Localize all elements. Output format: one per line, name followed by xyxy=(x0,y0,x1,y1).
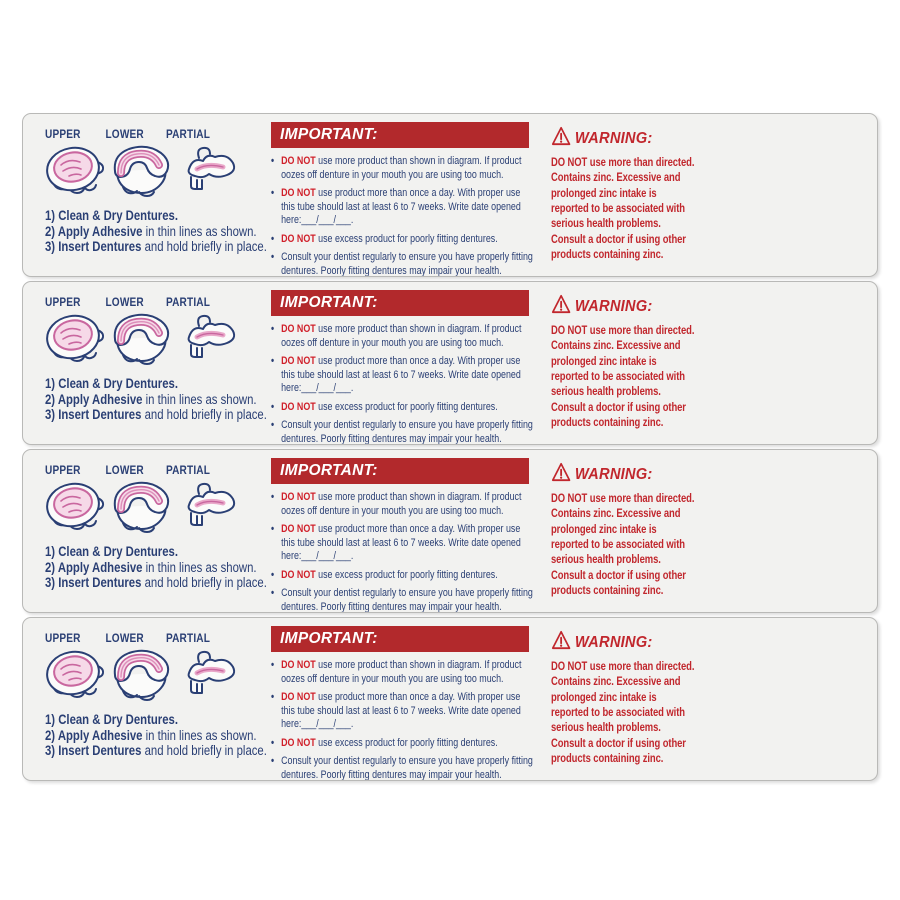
step-apply-adhesive: 2) Apply Adhesive in thin lines as shown. xyxy=(45,727,257,743)
panel-stack xyxy=(22,113,878,781)
warning-title: WARNING: xyxy=(574,633,653,651)
warning-column xyxy=(551,625,711,774)
lower-label: LOWER xyxy=(105,463,144,477)
bullet-consult-dentist: • Consult your dentist regularly to ensure you have properly fitting dentures. Poorly fitting dentures may impair your health. xyxy=(271,755,533,781)
denture-type-labels xyxy=(45,631,257,645)
warning-title: WARNING: xyxy=(574,129,653,147)
denture-illustrations xyxy=(45,143,255,203)
bullet-excess-product: • DO NOT use excess product for poorly fitting dentures. xyxy=(271,569,533,583)
upper-denture-icon xyxy=(45,479,111,539)
bullet-product-amount: • DO NOT use more product than shown in diagram. If product oozes off denture in your mouth you are using too much. xyxy=(271,491,533,518)
lower-denture-icon xyxy=(111,479,177,539)
important-bullet-list xyxy=(271,659,533,781)
step-insert-dentures: 3) Insert Dentures and hold briefly in place. xyxy=(45,743,267,759)
warning-title: WARNING: xyxy=(574,297,653,315)
bullet-consult-dentist: • Consult your dentist regularly to ensure you have properly fitting dentures. Poorly fitting dentures may impair your health. xyxy=(271,587,533,613)
instruction-panel xyxy=(22,617,878,781)
bullet-excess-product: • DO NOT use excess product for poorly fitting dentures. xyxy=(271,737,533,751)
important-column xyxy=(271,457,533,613)
lower-label: LOWER xyxy=(105,631,144,645)
application-steps xyxy=(45,712,277,759)
lower-denture-icon xyxy=(111,311,177,371)
warning-title: WARNING: xyxy=(574,465,653,483)
bullet-excess-product: • DO NOT use excess product for poorly fitting dentures. xyxy=(271,233,533,247)
bullet-product-amount: • DO NOT use more product than shown in diagram. If product oozes off denture in your mouth you are using too much. xyxy=(271,659,533,686)
upper-denture-icon xyxy=(45,143,111,203)
step-clean-dry: 1) Clean & Dry Dentures. xyxy=(45,208,178,223)
step-clean-dry: 1) Clean & Dry Dentures. xyxy=(45,376,178,391)
important-bullet-list xyxy=(271,491,533,613)
warning-text: DO NOT use more than directed. Contains zinc. Excessive and prolonged zinc intake is reported to be associated with serious health problems. Consult a doctor if using other products containing zinc. xyxy=(551,659,695,765)
important-banner: IMPORTANT: xyxy=(271,458,529,484)
bullet-once-a-day: • DO NOT use product more than once a day. With proper use this tube should last at least 6 to 7 weeks. Write date opened here:___/___/___. xyxy=(271,187,533,228)
partial-denture-icon xyxy=(177,647,243,707)
lower-denture-icon xyxy=(111,143,177,203)
warning-triangle-icon xyxy=(551,294,571,319)
bullet-once-a-day: • DO NOT use product more than once a day. With proper use this tube should last at least 6 to 7 weeks. Write date opened here:___/___/___. xyxy=(271,355,533,396)
warning-triangle-icon xyxy=(551,630,571,655)
lower-denture-icon xyxy=(111,647,177,707)
step-apply-adhesive: 2) Apply Adhesive in thin lines as shown. xyxy=(45,559,257,575)
application-instructions-column xyxy=(45,625,271,774)
application-instructions-column xyxy=(45,457,271,606)
step-apply-adhesive: 2) Apply Adhesive in thin lines as shown. xyxy=(45,223,257,239)
lower-label: LOWER xyxy=(105,127,144,141)
warning-text: DO NOT use more than directed. Contains zinc. Excessive and prolonged zinc intake is reported to be associated with serious health problems. Consult a doctor if using other products containing zinc. xyxy=(551,155,695,261)
important-banner: IMPORTANT: xyxy=(271,626,529,652)
step-insert-dentures: 3) Insert Dentures and hold briefly in place. xyxy=(45,575,267,591)
lower-label: LOWER xyxy=(105,295,144,309)
bullet-excess-product: • DO NOT use excess product for poorly fitting dentures. xyxy=(271,401,533,415)
partial-label: PARTIAL xyxy=(165,631,211,645)
application-instructions-column xyxy=(45,289,271,438)
important-column xyxy=(271,121,533,277)
warning-header xyxy=(551,630,698,655)
upper-label: UPPER xyxy=(45,295,81,309)
bullet-consult-dentist: • Consult your dentist regularly to ensure you have properly fitting dentures. Poorly fitting dentures may impair your health. xyxy=(271,251,533,277)
important-bullet-list xyxy=(271,155,533,277)
bullet-once-a-day: • DO NOT use product more than once a day. With proper use this tube should last at least 6 to 7 weeks. Write date opened here:___/___/___. xyxy=(271,523,533,564)
partial-label: PARTIAL xyxy=(165,127,211,141)
application-steps xyxy=(45,208,277,255)
application-steps xyxy=(45,544,277,591)
upper-label: UPPER xyxy=(45,631,81,645)
application-instructions-column xyxy=(45,121,271,270)
instruction-panel xyxy=(22,449,878,613)
partial-denture-icon xyxy=(177,479,243,539)
instruction-panel xyxy=(22,113,878,277)
warning-header xyxy=(551,294,698,319)
partial-denture-icon xyxy=(177,143,243,203)
important-bullet-list xyxy=(271,323,533,445)
upper-label: UPPER xyxy=(45,127,81,141)
warning-header xyxy=(551,126,698,151)
warning-triangle-icon xyxy=(551,462,571,487)
warning-text: DO NOT use more than directed. Contains zinc. Excessive and prolonged zinc intake is reported to be associated with serious health problems. Consult a doctor if using other products containing zinc. xyxy=(551,491,695,597)
important-column xyxy=(271,625,533,781)
denture-type-labels xyxy=(45,127,257,141)
bullet-consult-dentist: • Consult your dentist regularly to ensure you have properly fitting dentures. Poorly fitting dentures may impair your health. xyxy=(271,419,533,445)
important-column xyxy=(271,289,533,445)
denture-illustrations xyxy=(45,647,255,707)
warning-column xyxy=(551,289,711,438)
warning-text: DO NOT use more than directed. Contains zinc. Excessive and prolonged zinc intake is reported to be associated with serious health problems. Consult a doctor if using other products containing zinc. xyxy=(551,323,695,429)
step-apply-adhesive: 2) Apply Adhesive in thin lines as shown. xyxy=(45,391,257,407)
denture-illustrations xyxy=(45,311,255,371)
upper-label: UPPER xyxy=(45,463,81,477)
denture-type-labels xyxy=(45,463,257,477)
denture-illustrations xyxy=(45,479,255,539)
warning-column xyxy=(551,457,711,606)
step-insert-dentures: 3) Insert Dentures and hold briefly in place. xyxy=(45,239,267,255)
step-clean-dry: 1) Clean & Dry Dentures. xyxy=(45,712,178,727)
step-clean-dry: 1) Clean & Dry Dentures. xyxy=(45,544,178,559)
denture-type-labels xyxy=(45,295,257,309)
important-banner: IMPORTANT: xyxy=(271,122,529,148)
bullet-once-a-day: • DO NOT use product more than once a day. With proper use this tube should last at least 6 to 7 weeks. Write date opened here:___/___/___. xyxy=(271,691,533,732)
partial-denture-icon xyxy=(177,311,243,371)
application-steps xyxy=(45,376,277,423)
bullet-product-amount: • DO NOT use more product than shown in diagram. If product oozes off denture in your mouth you are using too much. xyxy=(271,155,533,182)
important-banner: IMPORTANT: xyxy=(271,290,529,316)
warning-header xyxy=(551,462,698,487)
bullet-product-amount: • DO NOT use more product than shown in diagram. If product oozes off denture in your mouth you are using too much. xyxy=(271,323,533,350)
step-insert-dentures: 3) Insert Dentures and hold briefly in place. xyxy=(45,407,267,423)
instruction-panel xyxy=(22,281,878,445)
partial-label: PARTIAL xyxy=(165,463,211,477)
upper-denture-icon xyxy=(45,311,111,371)
upper-denture-icon xyxy=(45,647,111,707)
warning-column xyxy=(551,121,711,270)
warning-triangle-icon xyxy=(551,126,571,151)
partial-label: PARTIAL xyxy=(165,295,211,309)
